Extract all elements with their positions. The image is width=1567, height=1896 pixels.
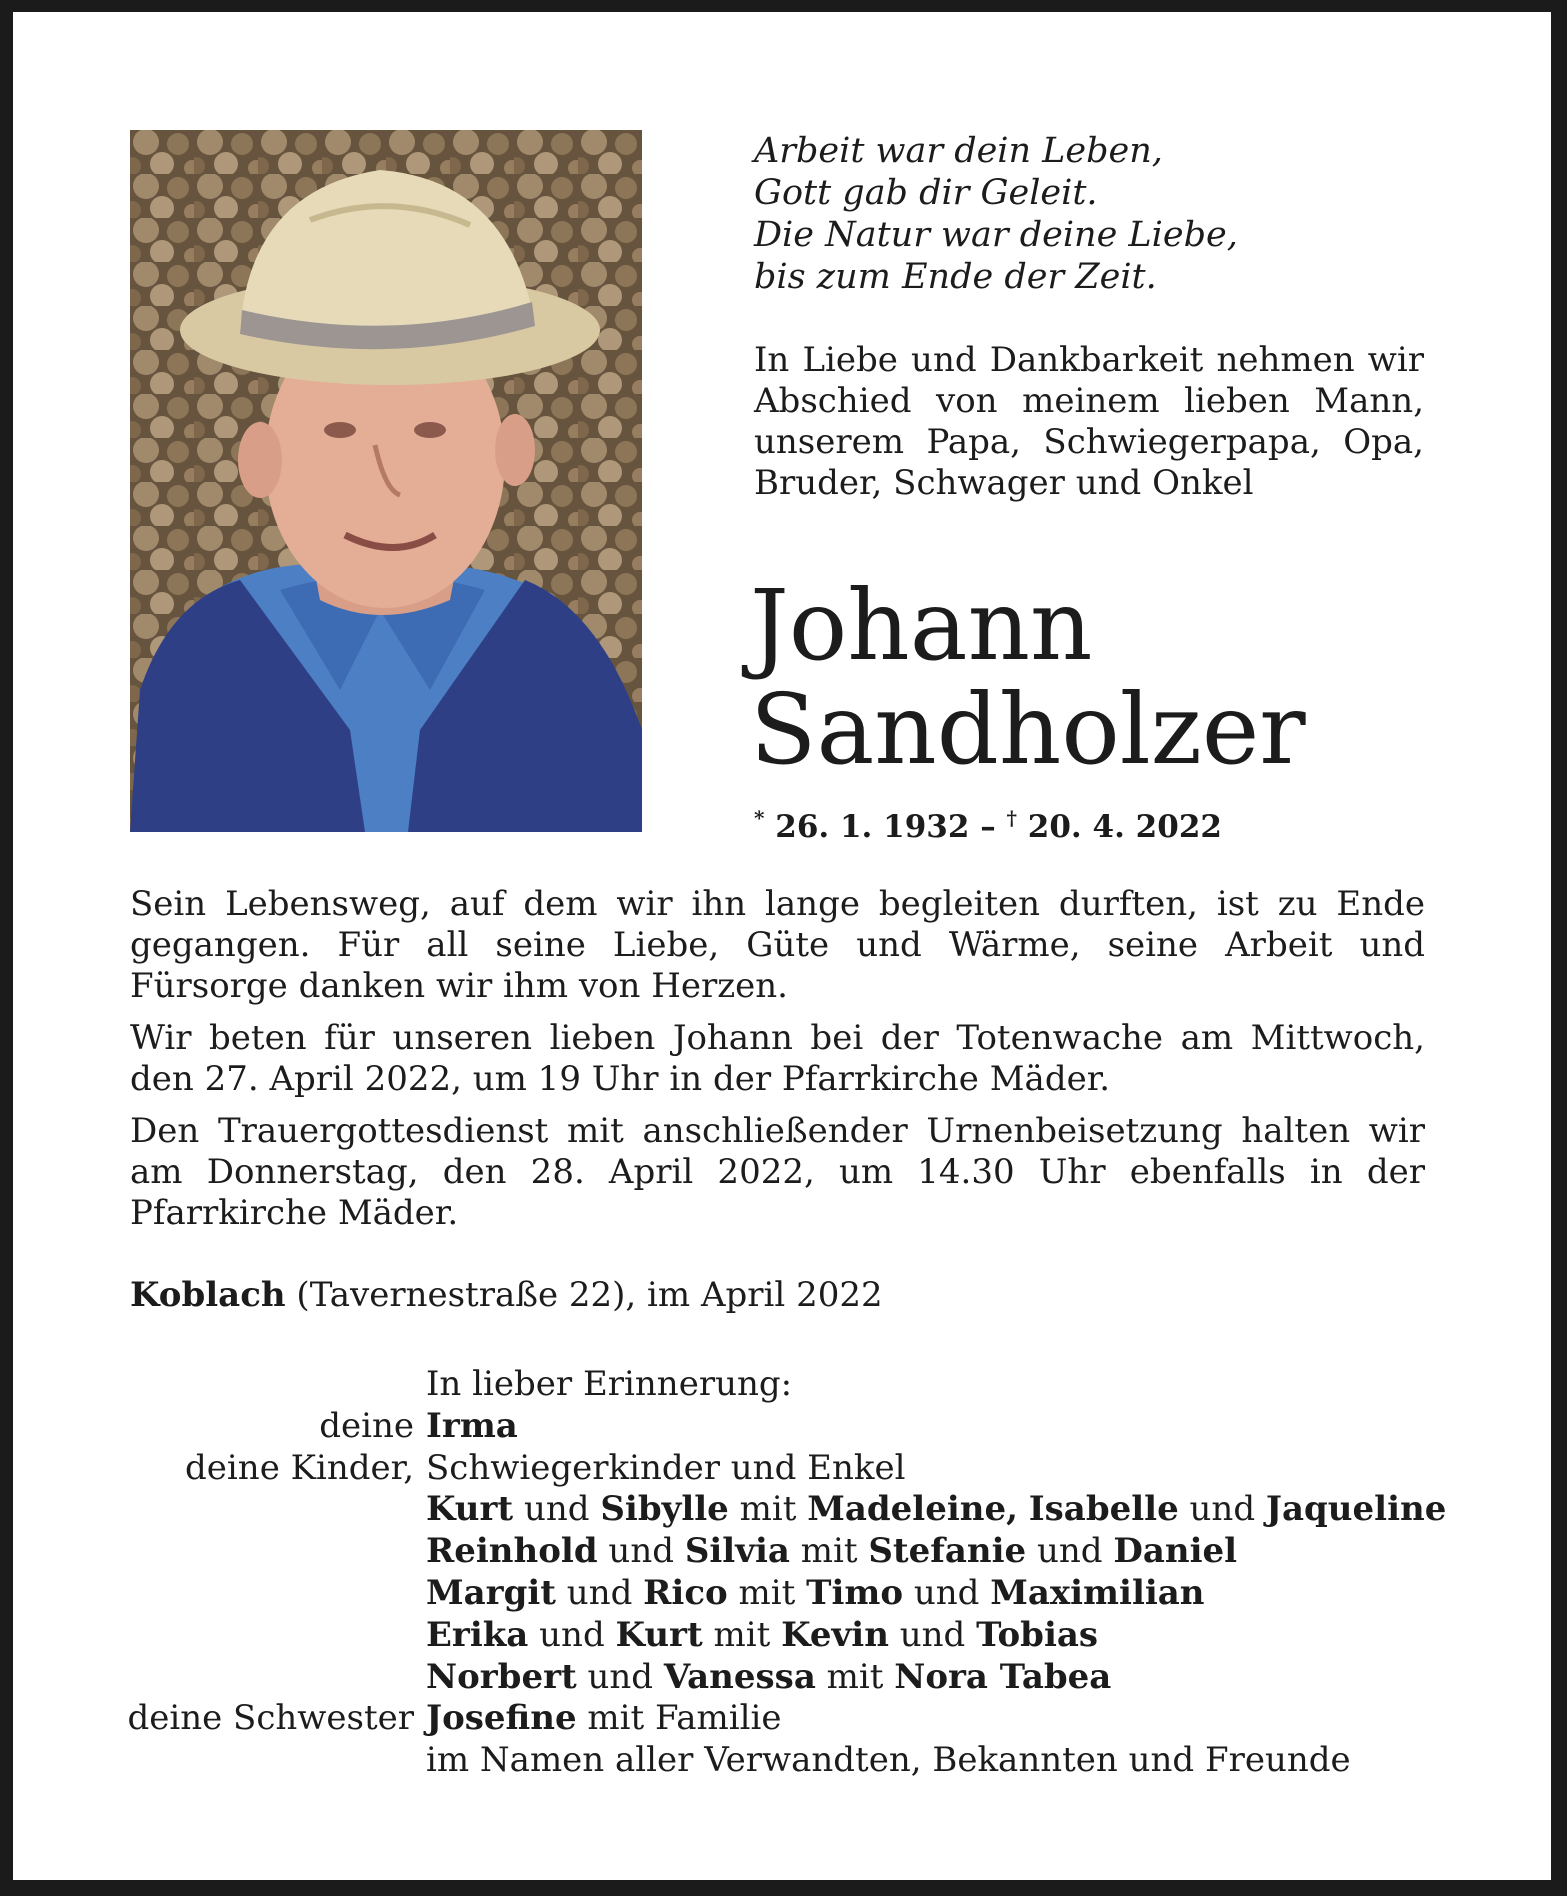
family-member: Nora Tabea: [894, 1656, 1112, 1697]
family-member: Silvia: [684, 1531, 790, 1572]
first-name: Johann: [750, 569, 1093, 682]
family-connector: und: [528, 1614, 616, 1655]
deceased-name: [750, 569, 1550, 786]
family-list: [13, 1364, 1551, 1782]
family-member: Reinhold: [426, 1531, 598, 1572]
family-connector: mit: [727, 1572, 807, 1613]
sister-label: deine Schwester: [127, 1698, 414, 1739]
birth-date: 26. 1. 1932: [775, 809, 970, 845]
family-member: Vanessa: [663, 1656, 816, 1697]
death-date: 20. 4. 2022: [1027, 809, 1222, 845]
family-connector: und: [1178, 1489, 1266, 1530]
family-connector: mit: [815, 1656, 895, 1697]
town: Koblach: [130, 1275, 286, 1315]
family-member: Maximilian: [990, 1572, 1205, 1613]
family-connector: und: [576, 1656, 664, 1697]
poem-line: bis zum Ende der Zeit.: [754, 257, 1157, 297]
poem-line: Die Natur war deine Liebe,: [754, 215, 1238, 255]
sister-suffix: mit Familie: [576, 1698, 782, 1739]
address-date: (Tavernestraße 22), im April 2022: [285, 1275, 883, 1315]
poem-line: Arbeit war dein Leben,: [754, 131, 1163, 171]
family-member: Madeleine,: [807, 1489, 1018, 1530]
family-member: Kurt: [426, 1489, 514, 1530]
children-label: deine Kinder,: [185, 1447, 414, 1488]
death-symbol: †: [1006, 806, 1017, 830]
family-line: [13, 1573, 1551, 1615]
family-connector: mit: [728, 1489, 808, 1530]
family-connector: und: [1026, 1531, 1114, 1572]
sister-name: Josefine: [426, 1698, 577, 1739]
family-connector: mit: [789, 1531, 869, 1572]
wife-label: deine: [319, 1405, 414, 1446]
family-connector: und: [597, 1531, 685, 1572]
wife-name: Irma: [426, 1405, 518, 1446]
paragraph: Wir beten für unseren lieben Johann bei der Totenwache am Mittwoch, den 27. April 2022, um 19 Uhr in der Pfarrkirche Mäder.: [130, 1018, 1425, 1099]
birth-symbol: *: [754, 806, 765, 830]
family-member: Rico: [643, 1572, 728, 1613]
family-member: Tobias: [976, 1614, 1099, 1655]
family-closing: im Namen aller Verwandten, Bekannten und Freunde: [426, 1740, 1351, 1781]
family-row-children: [13, 1448, 1551, 1490]
children-text: Schwiegerkinder und Enkel: [426, 1447, 906, 1488]
family-heading: In lieber Erinnerung:: [426, 1364, 793, 1404]
family-heading-row: [13, 1364, 1551, 1406]
family-member: Margit: [426, 1572, 556, 1613]
last-name: Sandholzer: [750, 673, 1306, 786]
family-member: Sibylle: [600, 1489, 729, 1530]
paragraph: Sein Lebensweg, auf dem wir ihn lange begleiten durften, ist zu Ende gegangen. Für all seine Liebe, Güte und Wärme, seine Arbeit und Fürsorge danken wir ihm von Herzen.: [130, 884, 1425, 1006]
portrait-photo: [130, 130, 642, 832]
family-member: Norbert: [426, 1656, 577, 1697]
family-connector: und: [888, 1614, 977, 1655]
family-row-sister: [13, 1698, 1551, 1740]
family-line: [13, 1489, 1551, 1531]
family-member: Kurt: [615, 1614, 703, 1655]
family-connector: und: [903, 1572, 991, 1613]
body-text: [130, 884, 1425, 1245]
family-member: Isabelle: [1028, 1489, 1179, 1530]
family-closing-row: [13, 1740, 1551, 1782]
date-separator: –: [980, 809, 996, 845]
intro-text: In Liebe und Dankbarkeit nehmen wir Abschied von meinem lieben Mann, unserem Papa, Schwiegerpapa, Opa, Bruder, Schwager und Onkel: [754, 340, 1424, 503]
family-member: Erika: [426, 1614, 529, 1655]
family-member: Daniel: [1113, 1531, 1238, 1572]
paragraph: Den Trauergottesdienst mit anschließender Urnenbeisetzung halten wir am Donnerstag, den 28. April 2022, um 14.30 Uhr ebenfalls in der Pfarrkirche Mäder.: [130, 1111, 1425, 1233]
family-member: Stefanie: [868, 1531, 1027, 1572]
poem-line: Gott gab dir Geleit.: [754, 173, 1098, 213]
family-connector: und: [555, 1572, 644, 1613]
family-member: Timo: [806, 1572, 904, 1613]
family-line: [13, 1657, 1551, 1699]
poem: [754, 130, 1454, 298]
family-row-wife: [13, 1406, 1551, 1448]
family-connector: und: [513, 1489, 601, 1530]
family-connector: mit: [702, 1614, 782, 1655]
family-connector: [1018, 1489, 1029, 1529]
place-date-line: [130, 1275, 883, 1315]
family-line: [13, 1531, 1551, 1573]
family-member: Kevin: [781, 1614, 889, 1655]
obituary-page: [13, 12, 1551, 1880]
family-line: [13, 1615, 1551, 1657]
family-member: Jaqueline: [1265, 1489, 1447, 1530]
life-dates: [754, 806, 1222, 845]
